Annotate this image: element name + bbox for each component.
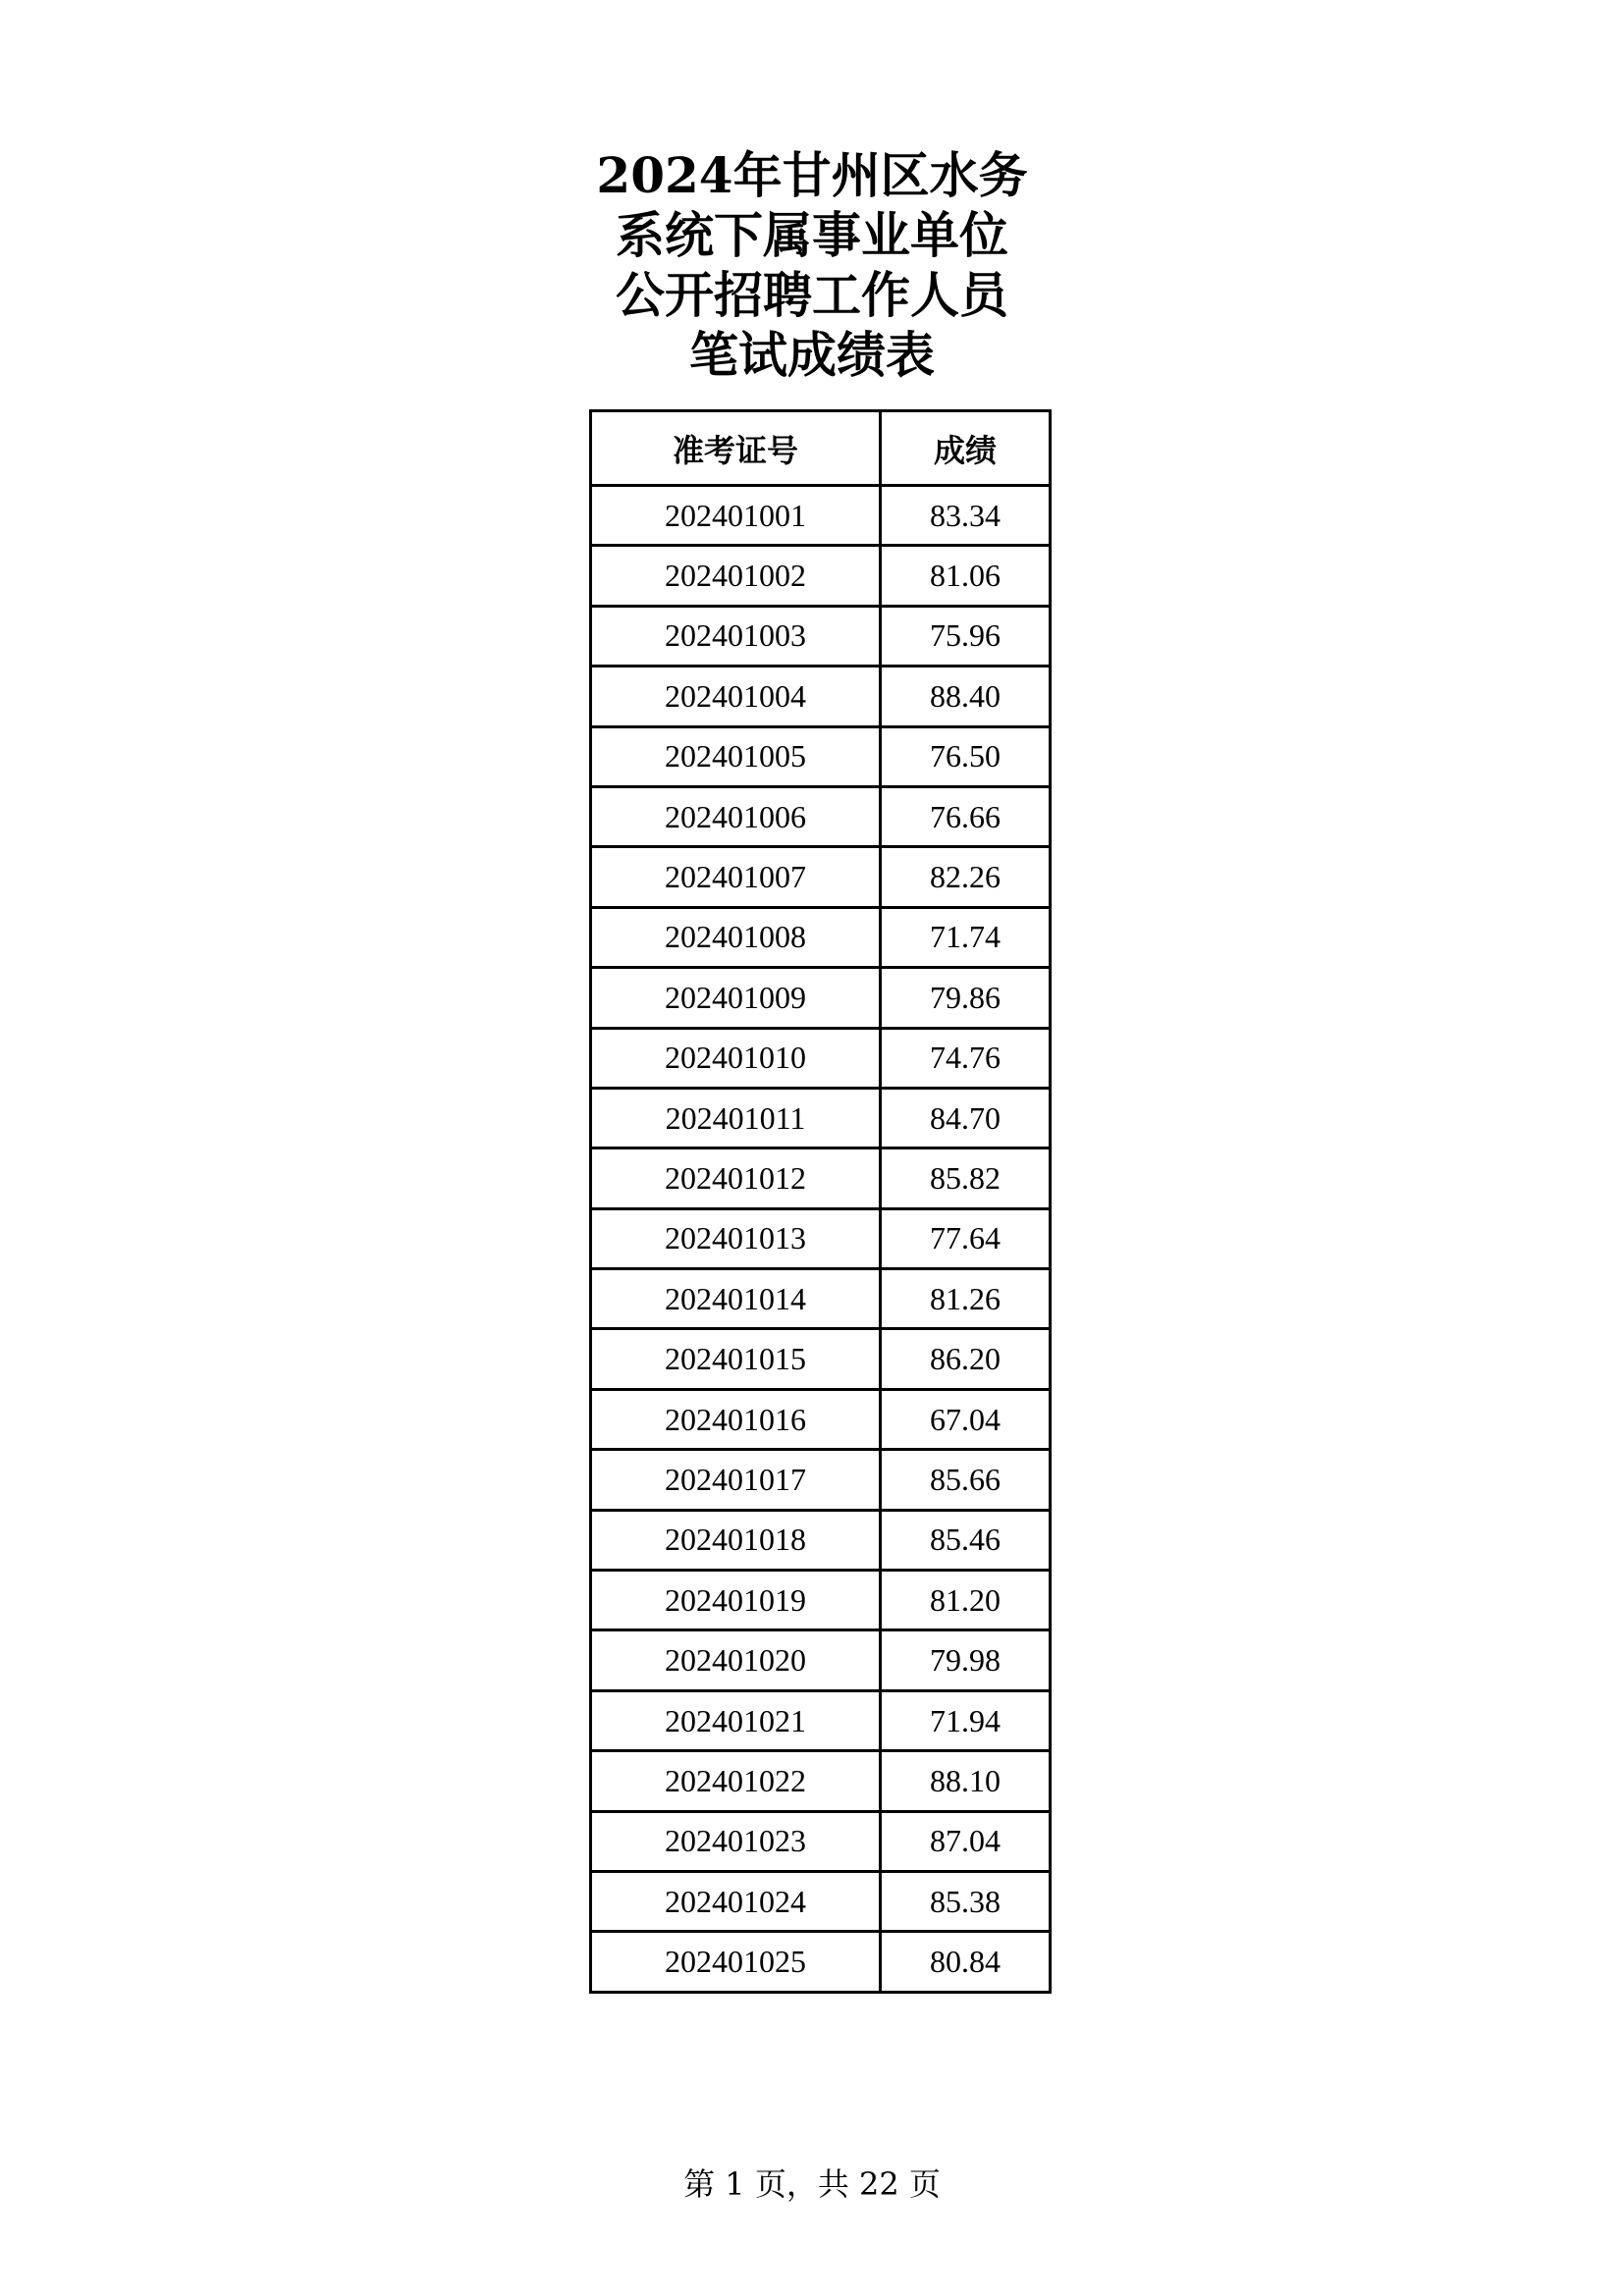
table-row — [591, 1571, 1051, 1630]
exam-id-cell: 202401017 — [591, 1450, 881, 1510]
table-row — [591, 1630, 1051, 1690]
exam-id-cell: 202401015 — [591, 1329, 881, 1389]
score-cell: 88.40 — [881, 667, 1051, 726]
table-body — [591, 486, 1051, 1993]
exam-id-cell: 202401001 — [591, 486, 881, 546]
exam-id-cell: 202401009 — [591, 968, 881, 1028]
table-row — [591, 486, 1051, 546]
exam-id-cell: 202401020 — [591, 1630, 881, 1690]
table-row — [591, 1269, 1051, 1329]
table-row — [591, 1871, 1051, 1931]
table-row — [591, 606, 1051, 666]
table-row — [591, 907, 1051, 967]
table-row — [591, 1088, 1051, 1148]
exam-id-cell: 202401007 — [591, 847, 881, 907]
exam-id-cell: 202401019 — [591, 1571, 881, 1630]
page-title — [589, 145, 1035, 385]
table-row — [591, 1208, 1051, 1268]
exam-id-cell: 202401011 — [591, 1088, 881, 1148]
score-cell: 88.10 — [881, 1751, 1051, 1811]
table-row — [591, 1329, 1051, 1389]
table-row — [591, 1148, 1051, 1208]
score-cell: 85.82 — [881, 1148, 1051, 1208]
exam-id-cell: 202401016 — [591, 1389, 881, 1449]
title-line-2: 系统下属事业单位 — [616, 206, 1008, 264]
score-cell: 74.76 — [881, 1028, 1051, 1088]
exam-id-cell: 202401004 — [591, 667, 881, 726]
score-cell: 81.26 — [881, 1269, 1051, 1329]
table-header-row — [591, 411, 1051, 486]
table-row — [591, 726, 1051, 786]
table-row — [591, 1690, 1051, 1750]
score-cell: 80.84 — [881, 1932, 1051, 1992]
table-row — [591, 847, 1051, 907]
scores-table — [589, 409, 1052, 1994]
exam-id-cell: 202401008 — [591, 907, 881, 967]
exam-id-cell: 202401025 — [591, 1932, 881, 1992]
title-line-3: 公开招聘工作人员 — [616, 266, 1008, 324]
score-cell: 79.98 — [881, 1630, 1051, 1690]
table-row — [591, 546, 1051, 606]
exam-id-cell: 202401022 — [591, 1751, 881, 1811]
title-line-1: 2024年甘州区水务 — [596, 146, 1028, 204]
exam-id-cell: 202401006 — [591, 786, 881, 846]
header-exam-id: 准考证号 — [591, 411, 881, 486]
score-cell: 87.04 — [881, 1811, 1051, 1871]
table-row — [591, 1811, 1051, 1871]
score-cell: 85.38 — [881, 1871, 1051, 1931]
score-cell: 77.64 — [881, 1208, 1051, 1268]
score-cell: 81.06 — [881, 546, 1051, 606]
exam-id-cell: 202401021 — [591, 1690, 881, 1750]
table-row — [591, 1510, 1051, 1570]
table-row — [591, 1389, 1051, 1449]
score-cell: 76.50 — [881, 726, 1051, 786]
score-cell: 85.66 — [881, 1450, 1051, 1510]
table-row — [591, 786, 1051, 846]
exam-id-cell: 202401012 — [591, 1148, 881, 1208]
exam-id-cell: 202401005 — [591, 726, 881, 786]
table-row — [591, 667, 1051, 726]
table-row — [591, 968, 1051, 1028]
table-row — [591, 1028, 1051, 1088]
score-cell: 71.94 — [881, 1690, 1051, 1750]
score-cell: 82.26 — [881, 847, 1051, 907]
exam-id-cell: 202401003 — [591, 606, 881, 666]
exam-id-cell: 202401024 — [591, 1871, 881, 1931]
table-row — [591, 1450, 1051, 1510]
score-cell: 84.70 — [881, 1088, 1051, 1148]
score-cell: 79.86 — [881, 968, 1051, 1028]
table-row — [591, 1751, 1051, 1811]
exam-id-cell: 202401023 — [591, 1811, 881, 1871]
exam-id-cell: 202401018 — [591, 1510, 881, 1570]
score-cell: 85.46 — [881, 1510, 1051, 1570]
table-row — [591, 1932, 1051, 1992]
exam-id-cell: 202401010 — [591, 1028, 881, 1088]
score-cell: 75.96 — [881, 606, 1051, 666]
page-footer: 第 1 页，共 22 页 — [683, 2165, 941, 2203]
exam-id-cell: 202401002 — [591, 546, 881, 606]
title-line-4: 笔试成绩表 — [689, 326, 935, 384]
exam-id-cell: 202401014 — [591, 1269, 881, 1329]
score-cell: 83.34 — [881, 486, 1051, 546]
score-cell: 76.66 — [881, 786, 1051, 846]
score-cell: 81.20 — [881, 1571, 1051, 1630]
score-cell: 71.74 — [881, 907, 1051, 967]
score-cell: 86.20 — [881, 1329, 1051, 1389]
score-cell: 67.04 — [881, 1389, 1051, 1449]
exam-id-cell: 202401013 — [591, 1208, 881, 1268]
header-score: 成绩 — [881, 411, 1051, 486]
